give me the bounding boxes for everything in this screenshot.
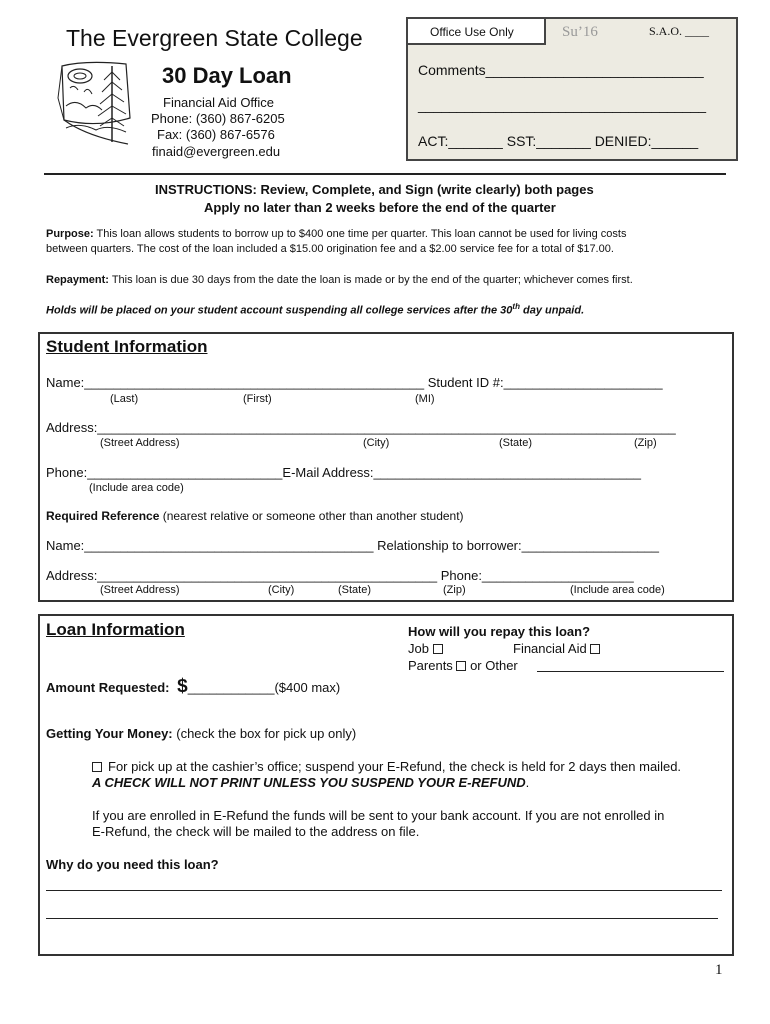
- name-last-hint: (Last): [110, 393, 139, 405]
- dollar-sign: $: [177, 676, 188, 697]
- reference-label: Required Reference: [46, 509, 160, 523]
- office-use-label: Office Use Only: [430, 25, 514, 39]
- office-blank-line: _____________________________________: [418, 97, 707, 113]
- reference-hint: (nearest relative or someone other than another student): [159, 509, 464, 523]
- header-divider: [44, 173, 726, 175]
- getting-money: [46, 726, 356, 741]
- repayment-line: [46, 274, 633, 286]
- financial-aid-checkbox[interactable]: [590, 644, 600, 654]
- ref-phone-hint: (Include area code): [570, 584, 665, 596]
- sao-field: S.A.O. ____: [649, 24, 710, 38]
- loan-info-heading: Loan Information: [46, 620, 185, 639]
- why-loan-label: Why do you need this loan?: [46, 857, 219, 872]
- pickup-option[interactable]: [92, 759, 681, 774]
- other-label: Other: [485, 658, 518, 673]
- reference-address-field[interactable]: Address:_______________________________________________ Phone:_____________________: [46, 568, 634, 583]
- holds-sup: th: [512, 302, 520, 311]
- ref-street-hint: (Street Address): [100, 584, 180, 596]
- name-first-hint: (First): [243, 393, 272, 405]
- addr-zip-hint: (Zip): [634, 437, 657, 449]
- pickup-text: For pick up at the cashier’s office; suspend your E-Refund, the check is held for 2 days then mailed.: [108, 759, 682, 774]
- ref-city-hint: (City): [268, 584, 295, 596]
- other-input-line[interactable]: [537, 671, 724, 672]
- office-phone: Phone: (360) 867-6205: [151, 111, 285, 126]
- holds-notice: [46, 302, 584, 317]
- repay-question: How will you repay this loan?: [408, 624, 591, 639]
- purpose-line1: [46, 228, 626, 240]
- addr-city-hint: (City): [363, 437, 390, 449]
- student-address-field[interactable]: Address:________________________________________________________________________________: [46, 420, 676, 435]
- office-status-fields: ACT:_______ SST:_______ DENIED:______: [418, 133, 699, 149]
- amount-line: ____________($400 max): [187, 680, 341, 695]
- phone-hint: (Include area code): [89, 482, 184, 494]
- reference-heading: [46, 509, 464, 523]
- comments-field: Comments____________________________: [418, 62, 704, 78]
- warning-text: A CHECK WILL NOT PRINT UNLESS YOU SUSPEND YOUR E-REFUND: [92, 775, 526, 790]
- or-label: or: [470, 658, 482, 673]
- office-name: Financial Aid Office: [163, 95, 275, 110]
- college-name: The Evergreen State College: [66, 25, 363, 51]
- parents-label: Parents: [408, 658, 453, 673]
- term-stamp: Su’16: [562, 24, 598, 40]
- loan-title: 30 Day Loan: [162, 63, 292, 88]
- reference-name-field[interactable]: Name:________________________________________ Relationship to borrower:___________________: [46, 538, 659, 553]
- holds-text-before: Holds will be placed on your student account suspending all college services after the 30: [46, 304, 513, 317]
- holds-text-after: day unpaid.: [519, 304, 585, 317]
- student-info-heading: Student Information: [46, 337, 208, 356]
- job-label: Job: [408, 641, 429, 656]
- amount-requested[interactable]: [46, 676, 340, 698]
- addr-state-hint: (State): [499, 437, 533, 449]
- purpose-label: Purpose:: [46, 228, 94, 240]
- college-logo: [56, 58, 136, 150]
- repay-option-job[interactable]: [408, 641, 443, 656]
- parents-checkbox[interactable]: [456, 661, 466, 671]
- erefund-info-line2: E-Refund, the check will be mailed to the address on file.: [92, 824, 420, 839]
- amount-label: Amount Requested:: [46, 680, 170, 695]
- why-loan-line1[interactable]: [46, 890, 722, 891]
- office-email: finaid@evergreen.edu: [152, 144, 281, 159]
- financial-aid-label: Financial Aid: [513, 641, 587, 656]
- erefund-info-line1: If you are enrolled in E-Refund the funds will be sent to your bank account. If you are not enrolled in: [92, 808, 665, 823]
- repayment-text: This loan is due 30 days from the date the loan is made or by the end of the quarter; whichever comes first.: [111, 274, 633, 286]
- purpose-text1: This loan allows students to borrow up to $400 one time per quarter. This loan cannot be used for living costs: [96, 228, 627, 240]
- why-loan-line2[interactable]: [46, 918, 718, 919]
- purpose-line2: between quarters. The cost of the loan included a $15.00 origination fee and a $2.00 service fee for a total of $17.00.: [46, 243, 614, 255]
- name-mi-hint: (MI): [415, 393, 435, 405]
- repayment-label: Repayment:: [46, 274, 109, 286]
- page-number: 1: [715, 962, 723, 978]
- ref-zip-hint: (Zip): [443, 584, 466, 596]
- erefund-warning: [92, 775, 529, 790]
- pickup-checkbox[interactable]: [92, 762, 102, 772]
- instructions-line2: Apply no later than 2 weeks before the end of the quarter: [204, 200, 556, 215]
- student-phone-email-field[interactable]: Phone:___________________________E-Mail Address:_____________________________________: [46, 465, 641, 480]
- office-fax: Fax: (360) 867-6576: [157, 127, 275, 142]
- addr-street-hint: (Street Address): [100, 437, 180, 449]
- repay-option-financial-aid[interactable]: [513, 641, 600, 656]
- repay-option-parents[interactable]: [408, 658, 518, 673]
- job-checkbox[interactable]: [433, 644, 443, 654]
- getting-hint: (check the box for pick up only): [172, 726, 357, 741]
- ref-state-hint: (State): [338, 584, 372, 596]
- getting-label: Getting Your Money:: [46, 726, 173, 741]
- warning-end: .: [525, 775, 530, 790]
- student-name-field[interactable]: Name:_______________________________________________ Student ID #:______________________: [46, 375, 663, 390]
- instructions-line1: INSTRUCTIONS: Review, Complete, and Sign (write clearly) both pages: [155, 182, 594, 197]
